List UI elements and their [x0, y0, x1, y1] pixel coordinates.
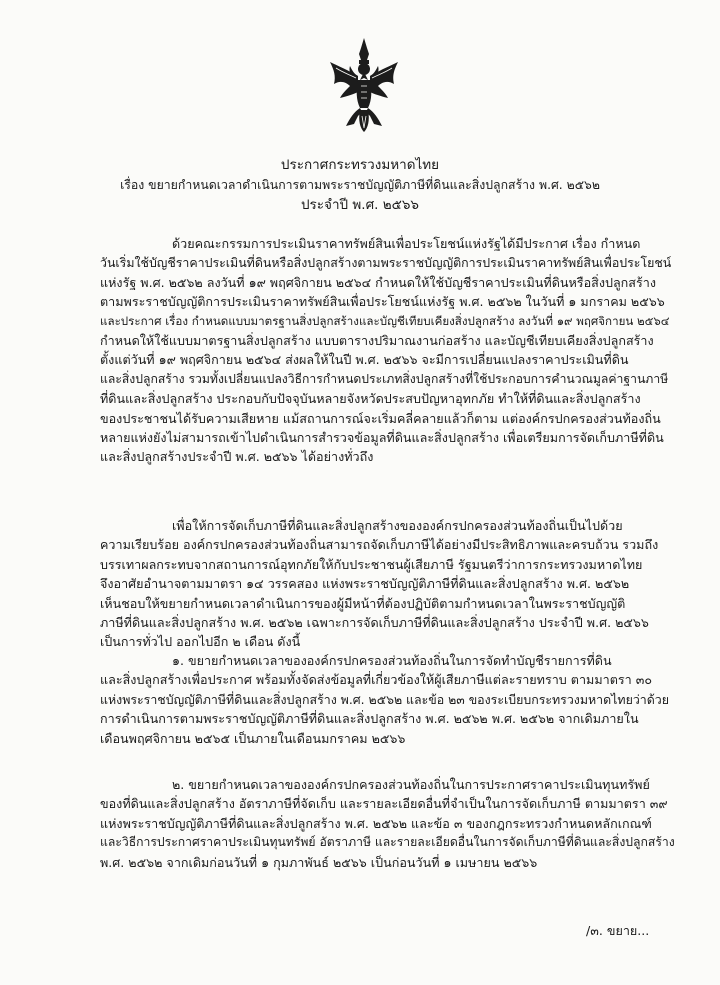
text-line: ความเรียบร้อย องค์กรปกครองส่วนท้องถิ่นสามารถจัดเก็บภาษีได้อย่างมีประสิทธิภาพและครบถ้วน รวมถึง [100, 537, 659, 553]
text-line: พ.ศ. ๒๕๖๒ จากเดิมก่อนวันที่ ๑ กุมภาพันธ์ ๒๕๖๖ เป็นก่อนวันที่ ๑ เมษายน ๒๕๖๖ [100, 854, 538, 870]
text-line: และสิ่งปลูกสร้างประจำปี พ.ศ. ๒๕๖๖ ได้อย่างทั่วถึง [100, 449, 374, 465]
text-line: วันเริ่มใช้บัญชีราคาประเมินที่ดินหรือสิ่งปลูกสร้างตามพระราชบัญญัติการประเมินราคาทรัพย์สินเพื่อประโยชน์ [100, 255, 672, 271]
issuer-title: ประกาศกระทรวงมหาดไทย [280, 157, 440, 173]
paragraph-item-2 [100, 775, 675, 872]
text-line: ตามพระราชบัญญัติการประเมินราคาทรัพย์สินเพื่อประโยชน์แห่งรัฐ พ.ศ. ๒๕๖๒ ในวันที่ ๑ มกราคม ๒๕๖๖ [100, 294, 665, 310]
paragraph-item-1 [100, 651, 675, 748]
text-line: ที่ดินและสิ่งปลูกสร้าง ประกอบกับปัจจุบันหลายจังหวัดประสบปัญหาอุทกภัย ทำให้ที่ดินและสิ่งปลูกสร้าง [100, 391, 641, 407]
text-line: และวิธีการประกาศราคาประเมินทุนทรัพย์ อัตราภาษี และรายละเอียดอื่นในการจัดเก็บภาษีที่ดินและสิ่งปลูกสร้าง [100, 835, 675, 850]
text-line: ภาษีที่ดินและสิ่งปลูกสร้าง พ.ศ. ๒๕๖๒ เฉพาะการจัดเก็บภาษีที่ดินและสิ่งปลูกสร้าง ประจำปี พ.ศ. ๒๕๖๖ [100, 615, 649, 631]
text-line: แห่งพระราชบัญญัติภาษีที่ดินและสิ่งปลูกสร้าง พ.ศ. ๒๕๖๒ และข้อ ๒๓ ของระเบียบกระทรวงมหาดไทยว่าด้วย [100, 691, 670, 707]
year-title: ประจำปี พ.ศ. ๒๕๖๖ [300, 197, 420, 213]
next-page-reference: /๓. ขยาย... [586, 923, 650, 938]
paragraph-decision [100, 516, 675, 652]
text-line: กำหนดให้ใช้แบบมาตรฐานสิ่งปลูกสร้าง แบบตารางปริมาณงานก่อสร้าง และบัญชีเทียบเคียงสิ่งปลูกสร้าง [100, 333, 654, 349]
text-line: เห็นชอบให้ขยายกำหนดเวลาดำเนินการของผู้มีหน้าที่ต้องปฏิบัติตามกำหนดเวลาในพระราชบัญญัติ [100, 595, 626, 611]
text-line: ๑. ขยายกำหนดเวลาขององค์กรปกครองส่วนท้องถิ่นในการจัดทำบัญชีรายการที่ดิน [172, 653, 612, 668]
text-line: หลายแห่งยังไม่สามารถเข้าไปดำเนินการสำรวจข้อมูลที่ดินและสิ่งปลูกสร้าง เพื่อเตรียมการจัดเก็บภาษีที่ดิน [100, 430, 664, 446]
announcement-heading [120, 155, 600, 215]
paragraph-background [100, 234, 675, 467]
text-line: จึงอาศัยอำนาจตามมาตรา ๑๔ วรรคสอง แห่งพระราชบัญญัติภาษีที่ดินและสิ่งปลูกสร้าง พ.ศ. ๒๕๖๒ [100, 576, 630, 592]
text-line: ๒. ขยายกำหนดเวลาขององค์กรปกครองส่วนท้องถิ่นในการประกาศราคาประเมินทุนทรัพย์ [172, 777, 650, 792]
text-line: แห่งพระราชบัญญัติภาษีที่ดินและสิ่งปลูกสร้าง พ.ศ. ๒๕๖๒ และข้อ ๓ ของกฎกระทรวงกำหนดหลักเกณฑ์ [100, 815, 652, 831]
text-line: ของที่ดินและสิ่งปลูกสร้าง อัตราภาษีที่จัดเก็บ และรายละเอียดอื่นที่จำเป็นในการจัดเก็บภาษี ตามมาตรา ๓๙ [100, 796, 668, 812]
text-line: การดำเนินการตามพระราชบัญญัติภาษีที่ดินและสิ่งปลูกสร้าง พ.ศ. ๒๕๖๒ พ.ศ. ๒๕๖๒ จากเดิมภายใน [100, 711, 639, 727]
text-line: ของประชาชนได้รับความเสียหาย แม้สถานการณ์จะเริ่มคลี่คลายแล้วก็ตาม แต่องค์กรปกครองส่วนท้องถิ่น [100, 410, 661, 426]
text-line: บรรเทาผลกระทบจากสถานการณ์อุทกภัยให้กับประชาชนผู้เสียภาษี รัฐมนตรีว่าการกระทรวงมหาดไทย [100, 556, 643, 572]
text-line: และสิ่งปลูกสร้างเพื่อประกาศ พร้อมทั้งจัดส่งข้อมูลที่เกี่ยวข้องให้ผู้เสียภาษีแต่ละรายทราบ ตามมาตรา ๓๐ [100, 672, 653, 688]
text-line: เพื่อให้การจัดเก็บภาษีที่ดินและสิ่งปลูกสร้างขององค์กรปกครองส่วนท้องถิ่นเป็นไปด้วย [172, 518, 623, 533]
text-line: เป็นการทั่วไป ออกไปอีก ๒ เดือน ดังนี้ [100, 634, 301, 650]
garuda-emblem [328, 36, 400, 134]
text-line: ตั้งแต่วันที่ ๑๙ พฤศจิกายน ๒๕๖๔ ส่งผลให้ในปี พ.ศ. ๒๕๖๖ จะมีการเปลี่ยนแปลงราคาประเมินที่ดิน [100, 352, 629, 368]
text-line: ด้วยคณะกรรมการประเมินราคาทรัพย์สินเพื่อประโยชน์แห่งรัฐได้มีประกาศ เรื่อง กำหนด [172, 236, 641, 251]
subject-title: เรื่อง ขยายกำหนดเวลาดำเนินการตามพระราชบัญญัติภาษีที่ดินและสิ่งปลูกสร้าง พ.ศ. ๒๕๖๒ [120, 178, 600, 192]
text-line: และสิ่งปลูกสร้าง รวมทั้งเปลี่ยนแปลงวิธีการกำหนดประเภทสิ่งปลูกสร้างที่ใช้ประกอบการคำนวณมูลค่าฐานภาษี [100, 371, 669, 386]
text-line: และประกาศ เรื่อง กำหนดแบบมาตรฐานสิ่งปลูกสร้างและบัญชีเทียบเคียงสิ่งปลูกสร้าง ลงวันที่ ๑๙ พฤศจิกายน ๒๕๖๔ [100, 313, 670, 328]
text-line: เดือนพฤศจิกายน ๒๕๖๕ เป็นภายในเดือนมกราคม ๒๕๖๖ [100, 730, 406, 746]
text-line: แห่งรัฐ พ.ศ. ๒๕๖๒ ลงวันที่ ๑๙ พฤศจิกายน ๒๕๖๔ กำหนดให้ใช้บัญชีราคาประเมินที่ดินหรือสิ่งปลูกสร้าง [100, 274, 656, 290]
